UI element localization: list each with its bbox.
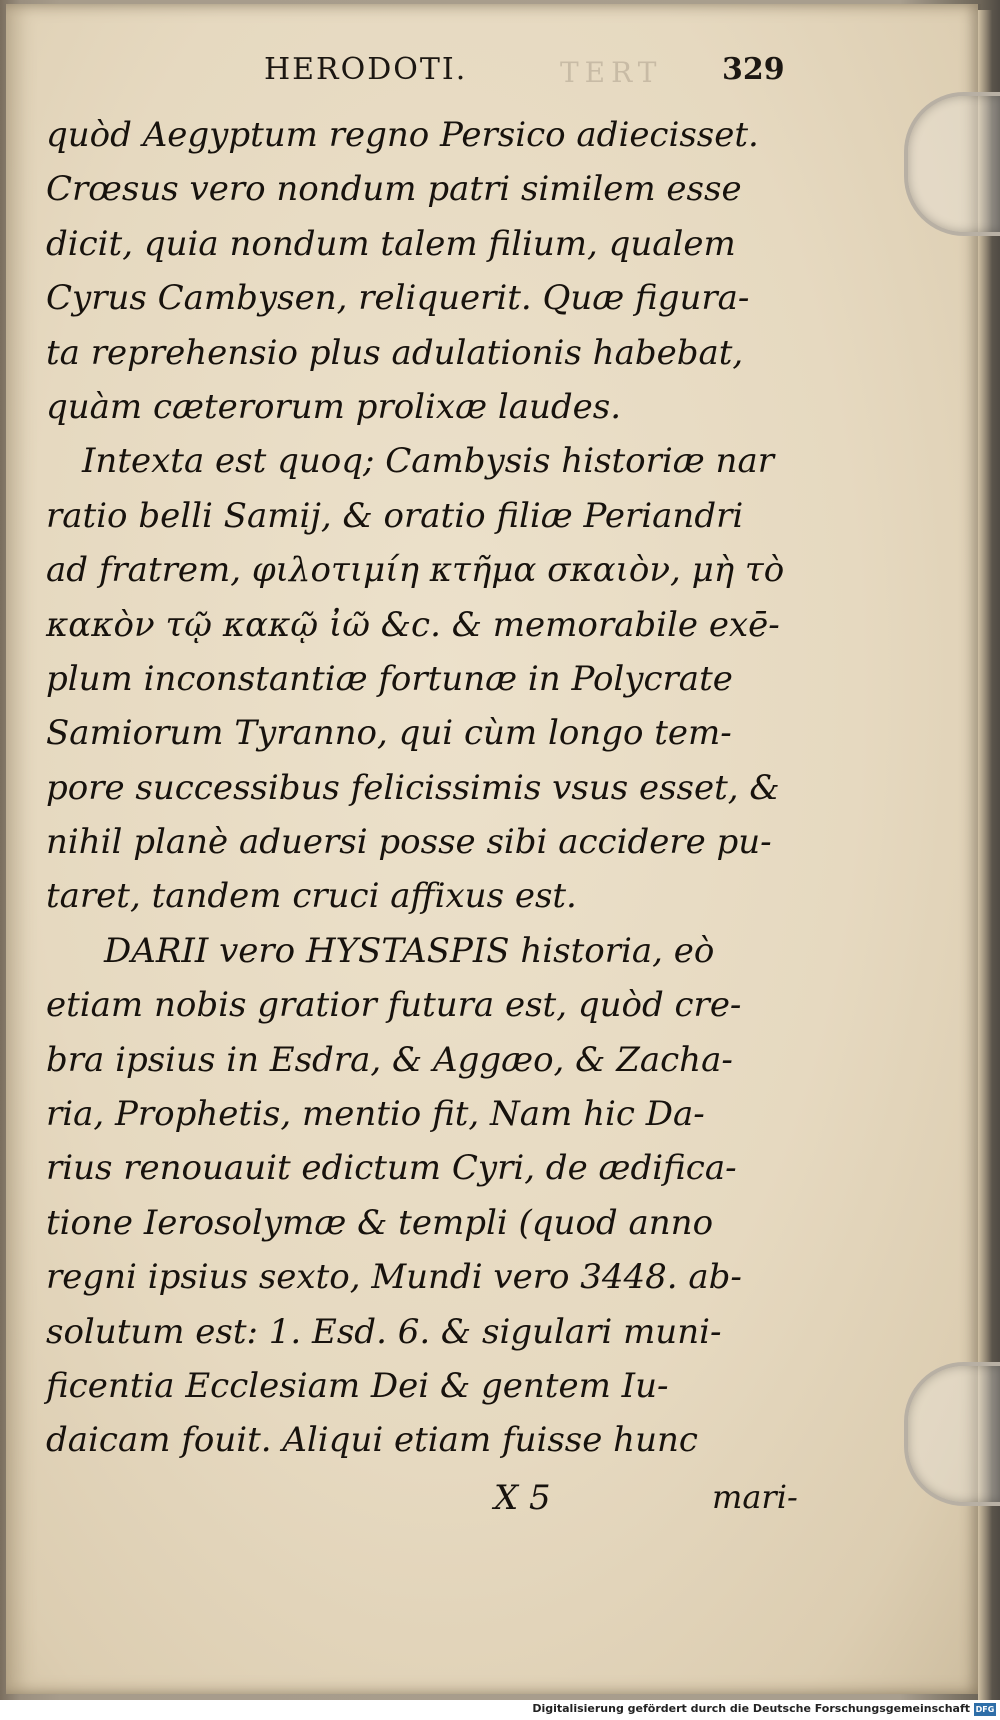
- text-line: quàm cæterorum prolixæ laudes.: [46, 386, 622, 427]
- page-number: 329: [722, 52, 785, 87]
- body-text: [46, 108, 816, 1468]
- text-line: rius renouauit edictum Cyri, de ædifica-: [46, 1148, 737, 1189]
- dfg-logo: DFG: [975, 1705, 995, 1714]
- text-line: nihil planè aduersi posse sibi accidere pu-: [46, 822, 772, 863]
- text-line: dicit, quia nondum talem filium, qualem: [46, 223, 736, 264]
- page-clip-top: [904, 92, 1000, 236]
- catchword: mari-: [712, 1478, 798, 1516]
- text-line: ficentia Ecclesiam Dei & gentem Iu-: [46, 1365, 669, 1406]
- text-line: tione Ierosolymæ & templi (quod anno: [46, 1202, 714, 1243]
- show-through-text: TERT: [560, 56, 663, 89]
- text-line: Crœsus vero nondum patri similem esse: [46, 169, 742, 210]
- text-line: taret, tandem cruci affixus est.: [46, 876, 577, 917]
- text-line: Intexta est quoq; Cambysis historiæ nar: [82, 441, 774, 482]
- text-line: quòd Aegyptum regno Persico adiecisset.: [46, 115, 759, 155]
- text-line: regni ipsius sexto, Mundi vero 3448. ab-: [46, 1257, 742, 1298]
- page-header: [0, 52, 1000, 96]
- text-line: pore successibus felicissimis vsus esset, &: [46, 767, 780, 808]
- text-line: ria, Prophetis, mentio fit, Nam hic Da-: [46, 1094, 705, 1135]
- funding-notice: Digitalisierung gefördert durch die Deutsche Forschungsgemeinschaft: [532, 1702, 970, 1715]
- text-line: ta reprehensio plus adulationis habebat,: [46, 332, 744, 373]
- text-line: Samiorum Tyranno, qui cùm longo tem-: [46, 713, 732, 754]
- signature-mark: X 5: [494, 1478, 551, 1518]
- text-line: DARII vero HYSTASPIS historia, eò: [104, 930, 715, 971]
- running-head: HERODOTI.: [264, 52, 468, 87]
- text-line: Cyrus Cambysen, reliquerit. Quæ figura-: [46, 278, 750, 319]
- text-line: plum inconstantiæ fortunæ in Polycrate: [46, 658, 733, 699]
- text-line: bra ipsius in Esdra, & Aggæo, & Zacha-: [46, 1039, 733, 1080]
- text-line: ad fratrem, φιλοτιμίη κτῆμα σκαιὸν, μὴ τὸ: [46, 550, 785, 591]
- page-foot: [0, 1478, 1000, 1528]
- digitization-footer: [0, 1700, 1000, 1720]
- text-line: solutum est: 1. Esd. 6. & sigulari muni-: [46, 1311, 722, 1352]
- text-line: etiam nobis gratior futura est, quòd cre-: [46, 985, 742, 1026]
- text-line: daicam fouit. Aliqui etiam fuisse hunc: [46, 1420, 698, 1461]
- text-line: ratio belli Samij, & oratio filiæ Periandri: [46, 495, 744, 536]
- text-line: κακὸν τῷ κακῷ ἰῶ &c. & memorabile exē-: [46, 604, 780, 645]
